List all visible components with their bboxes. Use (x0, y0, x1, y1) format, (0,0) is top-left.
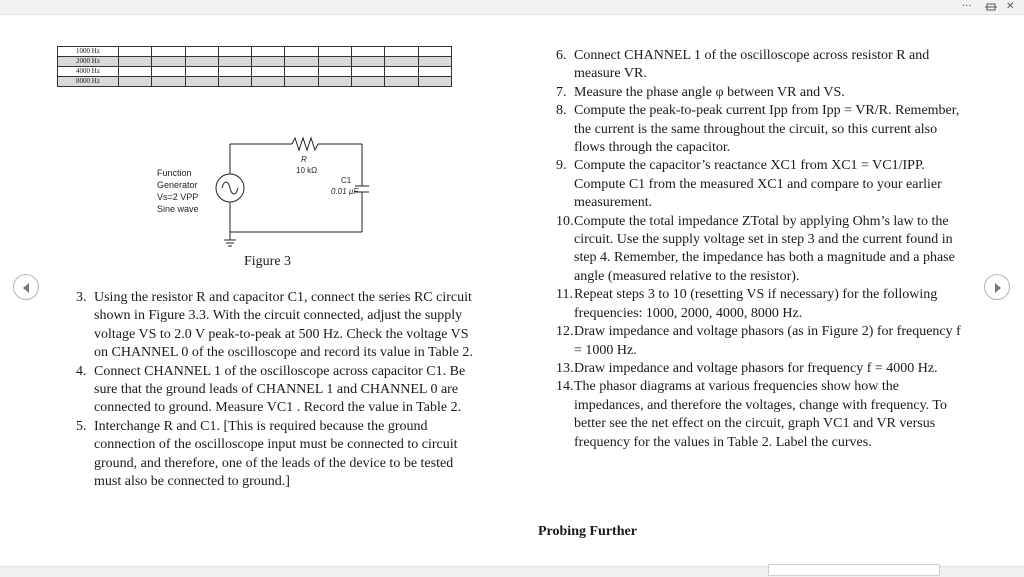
step-item (556, 378, 970, 452)
bottom-bar (0, 566, 1024, 577)
table-cell (119, 57, 152, 67)
step-text: Compute the capacitor’s reactance XC1 from XC1 = VC1/IPP. Compute C1 from the measured XC1 and compare to your earlier measurement. (574, 158, 942, 211)
table-cell (185, 47, 218, 57)
table-cell (185, 57, 218, 67)
step-text: Using the resistor R and capacitor C1, connect the series RC circuit shown in Figure 3.3. With the circuit connected, adjust the supply voltage VS to 2.0 V peak-to-peak at 500 Hz. Check the voltage VS on CHANNEL 0 of the oscilloscope and record its value in Table 2. (94, 290, 473, 361)
table-cell (152, 77, 185, 87)
table-cell (418, 67, 451, 77)
table-cell (252, 77, 285, 87)
table-cell (252, 47, 285, 57)
step-item (556, 286, 970, 323)
step-item (76, 418, 480, 492)
step-text: Repeat steps 3 to 10 (resetting VS if necessary) for the following frequencies: 1000, 2000, 4000, 8000 Hz. (574, 287, 938, 321)
table-cell (418, 57, 451, 67)
table-cell (285, 57, 318, 67)
source-label-3: Vs=2 VPP (157, 192, 199, 202)
table-cell (218, 77, 251, 87)
table-cell (252, 57, 285, 67)
table-cell (385, 57, 418, 67)
table-cell (252, 67, 285, 77)
probing-further-heading: Probing Further (538, 524, 637, 539)
step-text: Interchange R and C1. [This is required because the ground connection of the oscilloscope input must be connected to circuit ground, and therefore, one of the leads of the device to be tested must also be connected to ground.] (94, 418, 458, 490)
table-cell (185, 67, 218, 77)
table-cell (119, 67, 152, 77)
frequency-label: 8000 Hz (58, 77, 119, 87)
source-label-4: Sine wave (157, 204, 199, 214)
step-text: Connect CHANNEL 1 of the oscilloscope across capacitor C1. Be sure that the ground leads of CHANNEL 1 and CHANNEL 0 are connected to ground. Measure VC1 . Record the value in Table 2. (94, 363, 466, 416)
window-titlebar (0, 0, 1024, 15)
resistor-value: 10 kΩ (296, 166, 318, 175)
table-cell (418, 77, 451, 87)
table-cell (385, 67, 418, 77)
resistor-name: R (301, 155, 307, 164)
table-cell (318, 77, 351, 87)
chevron-right-icon[interactable] (984, 274, 1010, 300)
table-cell (318, 67, 351, 77)
step-number: 11. (556, 287, 573, 303)
table-cell (119, 47, 152, 57)
table-cell (218, 47, 251, 57)
step-number: 9. (556, 158, 567, 174)
table-cell (218, 57, 251, 67)
rc-circuit-diagram (150, 132, 390, 252)
step-text: Draw impedance and voltage phasors for frequency f = 4000 Hz. (574, 360, 938, 376)
source-label-1: Function (157, 168, 192, 178)
table-cell (352, 67, 385, 77)
step-text: The phasor diagrams at various frequencies show how the impedances, and therefore the voltages, change with frequency. To better see the net effect on the circuit, graph VC1 and VR versus frequency for the values in Table 2. Label the curves. (574, 379, 947, 450)
capacitor-name: C1 (341, 176, 352, 185)
step-number: 6. (556, 48, 567, 63)
step-item (556, 157, 970, 212)
step-item (556, 47, 970, 84)
step-item (556, 213, 970, 287)
table-cell (218, 67, 251, 77)
left-column-steps (76, 289, 480, 491)
step-text: Draw impedance and voltage phasors (as in Figure 2) for frequency f = 1000 Hz. (574, 324, 961, 358)
table-cell (385, 77, 418, 87)
step-number: 10. (556, 213, 574, 229)
table-cell (318, 57, 351, 67)
chevron-left-icon[interactable] (13, 274, 39, 300)
step-number: 5. (76, 418, 87, 434)
step-number: 14. (556, 379, 574, 395)
step-item (76, 363, 480, 418)
table-row (58, 57, 452, 67)
step-text: Measure the phase angle φ between VR and VS. (574, 84, 845, 100)
frequency-label: 4000 Hz (58, 67, 119, 77)
figure-caption: Figure 3 (244, 254, 292, 269)
table-cell (185, 77, 218, 87)
step-text: Compute the total impedance ZTotal by applying Ohm’s law to the circuit. Use the supply voltage set in step 3 and the current found in step 4. Remember, the impedance has both a magnitude and a phase angle (measured relative to the resistor). (574, 213, 955, 284)
table-cell (285, 77, 318, 87)
step-number: 7. (556, 84, 567, 100)
table-cell (318, 47, 351, 57)
step-item (556, 84, 970, 102)
page-input-box[interactable] (768, 564, 940, 576)
more-icon[interactable]: ··· (962, 1, 972, 12)
table-cell (352, 77, 385, 87)
step-number: 8. (556, 103, 567, 119)
frequency-table (57, 46, 452, 87)
table-cell (352, 57, 385, 67)
frequency-label: 2000 Hz (58, 57, 119, 67)
table-cell (285, 47, 318, 57)
step-text: Compute the peak-to-peak current Ipp from Ipp = VR/R. Remember, the current is the same throughout the circuit, so this current also flows through the capacitor. (574, 103, 960, 156)
step-text: Connect CHANNEL 1 of the oscilloscope across resistor R and measure VR. (574, 48, 930, 82)
step-item (556, 102, 970, 157)
table-row (58, 77, 452, 87)
table-cell (352, 47, 385, 57)
capacitor-value: 0.01 µF (331, 187, 359, 196)
table-cell (152, 67, 185, 77)
step-number: 4. (76, 363, 87, 379)
table-cell (152, 47, 185, 57)
step-item (556, 323, 970, 360)
right-column-steps (556, 47, 970, 452)
table-cell (418, 47, 451, 57)
table-cell (152, 57, 185, 67)
step-item (76, 289, 480, 363)
restore-icon[interactable] (985, 0, 997, 19)
table-cell (385, 47, 418, 57)
table-cell (285, 67, 318, 77)
source-label-2: Generator (157, 180, 198, 190)
step-number: 13. (556, 360, 574, 376)
step-item (556, 360, 970, 378)
table-row (58, 67, 452, 77)
frequency-label: 1000 Hz (58, 47, 119, 57)
step-number: 12. (556, 324, 574, 340)
close-icon[interactable]: ✕ (1006, 1, 1015, 12)
table-cell (119, 77, 152, 87)
table-row (58, 47, 452, 57)
step-number: 3. (76, 290, 87, 305)
